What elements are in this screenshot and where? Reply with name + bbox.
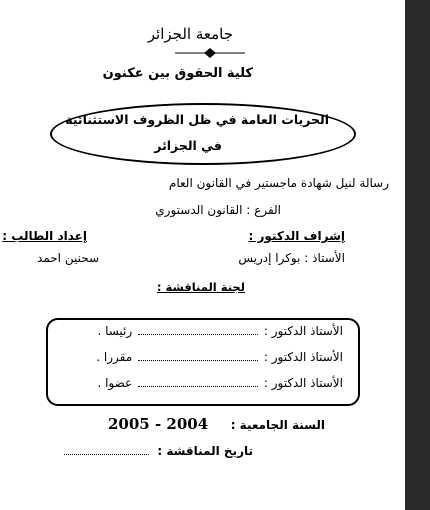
thesis-line: رسالة لنيل شهادة ماجستير في القانون العام	[168, 176, 389, 190]
ornament-divider	[175, 48, 245, 58]
university-name: جامعة الجزائر	[147, 25, 233, 43]
supervisor-name: الأستاذ : بوكرا إدريس	[238, 251, 345, 265]
faculty-name: كلية الحقوق بين عكنون	[102, 66, 253, 81]
title-line-2: في الجزائر	[154, 138, 222, 153]
committee-row-role: مقررا .	[96, 350, 133, 364]
preparation-label: إعداد الطالب :	[2, 229, 87, 243]
academic-year-label: السنة الجامعية :	[230, 418, 325, 432]
committee-row-label: الأستاذ الدكتور :	[263, 324, 343, 338]
dotted-line	[138, 376, 258, 387]
student-name: سحنين احمد	[37, 251, 99, 265]
discussion-date-label: تاريخ المناقشة :	[157, 444, 253, 458]
discussion-date-row	[64, 444, 253, 458]
branch-line: الفرع : القانون الدستوري	[155, 203, 281, 217]
committee-row-label: الأستاذ الدكتور :	[263, 350, 343, 364]
committee-row-role: عضوا .	[97, 376, 133, 390]
title-line-1: الحريات العامة في ظل الظروف الاستثنائية	[65, 112, 329, 127]
committee-label: لجنة المناقشة :	[156, 280, 245, 294]
committee-row	[97, 376, 343, 390]
committee-row-role: رئيسا .	[97, 324, 133, 338]
academic-year-value: 2005 - 2004	[108, 415, 209, 433]
viewer-background	[405, 0, 430, 510]
dotted-line	[64, 444, 149, 455]
supervision-label: إشراف الدكتور :	[248, 229, 345, 243]
dotted-line	[138, 324, 258, 335]
committee-row-label: الأستاذ الدكتور :	[263, 376, 343, 390]
dotted-line	[138, 350, 258, 361]
committee-row	[96, 350, 343, 364]
committee-row	[97, 324, 343, 338]
